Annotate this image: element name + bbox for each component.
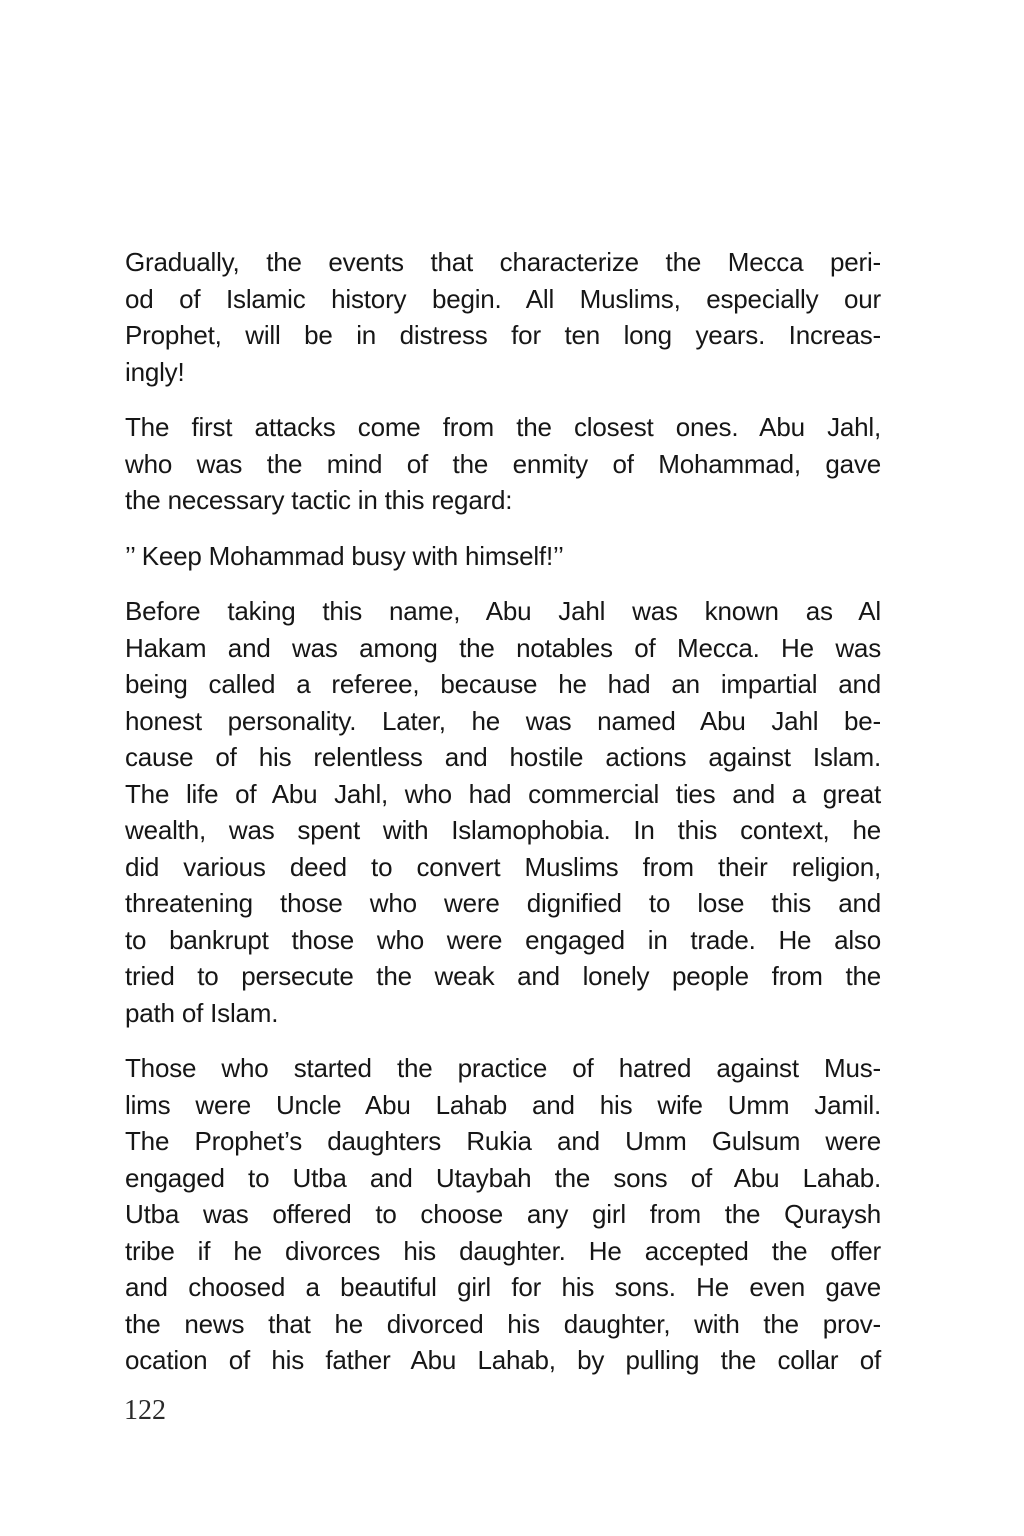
text-line: Prophet, will be in distress for ten long years. Increas- (125, 320, 881, 350)
text-line: the necessary tactic in this regard: (125, 485, 513, 515)
text-line: Hakam and was among the notables of Mecca. He was (125, 632, 881, 663)
text-line: The Prophet’s daughters Rukia and Umm Gulsum were (125, 1126, 881, 1156)
text-line: ingly! (125, 356, 185, 387)
text-line: The first attacks come from the closest ones. Abu Jahl, (125, 412, 881, 442)
text-line: to bankrupt those who were engaged in trade. He also (125, 924, 881, 955)
text-line: ’’ Keep Mohammad busy with himself!’’ (125, 540, 564, 571)
text-line: wealth, was spent with Islamophobia. In this context, he (125, 815, 881, 845)
text-block (125, 244, 881, 1398)
text-line: did various deed to convert Muslims from their religion, (125, 851, 881, 882)
text-line: path of Islam. (125, 997, 279, 1028)
page-number: 122 (124, 1395, 166, 1426)
text-line: and choosed a beautiful girl for his sons. He even gave (125, 1272, 881, 1302)
text-line: od of Islamic history begin. All Muslims, especially our (125, 283, 881, 314)
text-line: Gradually, the events that characterize the Mecca peri- (125, 247, 881, 277)
text-line: who was the mind of the enmity of Mohammad, gave (125, 448, 881, 479)
text-line: Utba was offered to choose any girl from the Quraysh (125, 1199, 881, 1229)
paragraph (125, 538, 881, 575)
paragraph (125, 409, 881, 519)
text-line: tribe if he divorces his daughter. He accepted the offer (125, 1235, 881, 1266)
paragraph (125, 244, 881, 390)
text-line: engaged to Utba and Utaybah the sons of Abu Lahab. (125, 1162, 881, 1193)
text-line: being called a referee, because he had an impartial and (125, 669, 881, 699)
paragraph (125, 1050, 881, 1379)
text-line: Before taking this name, Abu Jahl was known as Al (125, 596, 881, 626)
text-line: the news that he divorced his daughter, with the prov- (125, 1308, 881, 1339)
text-line: lims were Uncle Abu Lahab and his wife Umm Jamil. (125, 1089, 881, 1120)
text-line: The life of Abu Jahl, who had commercial ties and a great (125, 778, 881, 809)
text-line: Those who started the practice of hatred against Mus- (125, 1053, 881, 1083)
text-line: honest personality. Later, he was named Abu Jahl be- (125, 705, 881, 736)
text-line: tried to persecute the weak and lonely people from the (125, 961, 881, 991)
text-line: threatening those who were dignified to lose this and (125, 888, 881, 918)
text-line: ocation of his father Abu Lahab, by pulling the collar of (125, 1345, 881, 1375)
text-line: cause of his relentless and hostile actions against Islam. (125, 742, 881, 772)
paragraph (125, 593, 881, 1031)
